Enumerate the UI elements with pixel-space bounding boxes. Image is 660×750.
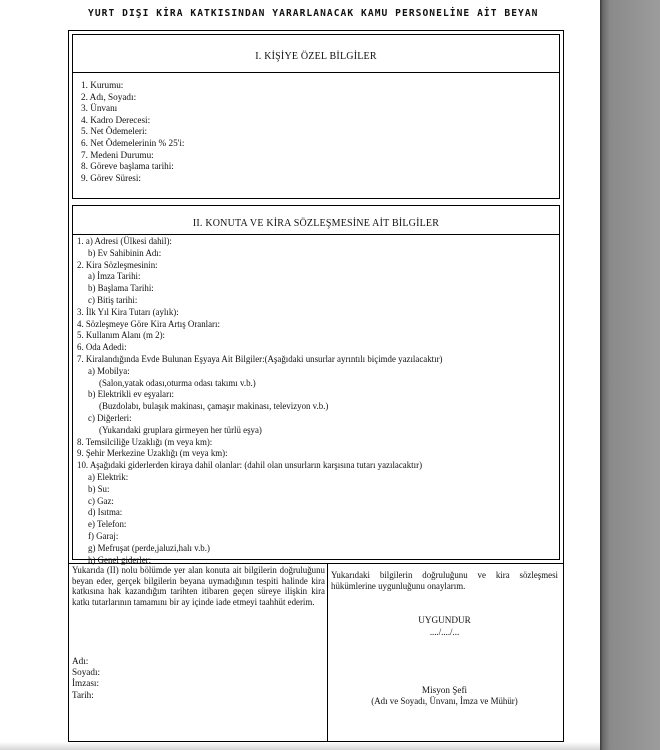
personal-info-list: [81, 80, 184, 184]
declaration-field-label: Tarih:: [72, 689, 94, 700]
housing-info-item: a) Elektrik:: [88, 471, 129, 482]
section-personal-info: [72, 34, 560, 199]
housing-info-item: 5. Kullanım Alanı (m 2):: [77, 330, 165, 341]
personal-info-item: 5. Net Ödemeleri:: [81, 126, 148, 137]
personal-info-item: 9. Görev Süresi:: [81, 172, 141, 183]
housing-info-item: g) Mefruşat (perde,jaluzi,halı v.b.): [88, 542, 210, 553]
personal-info-item: 3. Ünvanı: [81, 103, 118, 114]
housing-info-item: c) Diğerleri:: [88, 412, 132, 423]
divider: [73, 234, 559, 235]
housing-info-item: c) Gaz:: [88, 495, 114, 506]
housing-info-item: (Yukarıdaki gruplara girmeyen her türlü eşya): [99, 424, 262, 435]
page-bottom-edge: [0, 742, 600, 750]
divider: [73, 72, 559, 73]
housing-info-item: b) Su:: [88, 483, 110, 494]
housing-info-item: 6. Oda Adedi:: [77, 342, 127, 353]
housing-info-item: 8. Temsilciliğe Uzaklığı (m veya km):: [77, 436, 213, 447]
column-divider: [327, 563, 328, 742]
housing-info-item: b) Ev Sahibinin Adı:: [88, 247, 162, 258]
declaration-field-label: Soyadı:: [72, 667, 101, 678]
declaration-field-label: Adı:: [72, 656, 89, 666]
housing-info-list: [77, 236, 443, 566]
housing-info-item: c) Bitiş tarihi:: [88, 294, 138, 305]
housing-info-item: 9. Şehir Merkezine Uzaklığı (m veya km):: [77, 448, 228, 459]
housing-info-item: 3. İlk Yıl Kira Tutarı (aylık):: [77, 306, 179, 317]
housing-info-item: (Salon,yatak odası,oturma odası takımı v.b.): [99, 377, 256, 388]
housing-info-item: a) Mobilya:: [88, 365, 130, 376]
personal-info-item: 2. Adı, Soyadı:: [81, 91, 137, 102]
declaration-fields: [72, 656, 100, 701]
housing-info-item: a) İmza Tarihi:: [88, 271, 141, 282]
housing-info-item: 4. Sözleşmeye Göre Kira Artış Oranları:: [77, 318, 220, 329]
housing-info-item: (Buzdolabı, bulaşık makinası, çamaşır makinası, televizyon v.b.): [99, 401, 329, 412]
housing-info-item: 7. Kiralandığında Evde Bulunan Eşyaya Ait Bilgiler:(Aşağıdaki unsurlar ayrıntılı biçimde yazılacaktır): [77, 353, 443, 364]
personal-info-item: 4. Kadro Derecesi:: [81, 114, 151, 125]
declaration-text: Yukarıda (II) nolu bölümde yer alan konuta ait bilgilerin doğruluğunu beyan eder, gerçek bilgilerin beyana uymadığının tespiti halinde kira katkısına hak kazandığım tarihten itibaren geçen süreye ilişkin kira katkı tutarlarının tamamını bir ay içinde iade etmeyi taahhüt ederim.: [72, 565, 325, 607]
personal-info-item: 6. Net Ödemelerinin % 25'i:: [81, 137, 185, 148]
approval-uygundur: UYGUNDUR: [418, 615, 471, 625]
personal-info-item: 8. Göreve başlama tarihi:: [81, 161, 174, 172]
document-title: YURT DIŞI KİRA KATKISINDAN YARARLANACAK KAMU PERSONELİNE AİT BEYAN: [88, 8, 539, 19]
section-housing-info: [72, 205, 560, 565]
approval-text: Yukarıdaki bilgilerin doğruluğunu ve kira sözleşmesi hükümlerine uygunluğunu onaylarım.: [331, 570, 558, 591]
housing-info-item: b) Elektrikli ev eşyaları:: [88, 389, 175, 400]
section-housing-info-header: II. KONUTA VE KİRA SÖZLEŞMESİNE AİT BİLGİLER: [192, 218, 440, 229]
declaration-field-label: İmzası:: [72, 678, 100, 689]
housing-info-item: h) Genel giderler:: [88, 554, 152, 565]
divider: [68, 563, 564, 564]
housing-info-item: f) Garaj:: [88, 530, 119, 541]
housing-info-item: b) Başlama Tarihi:: [88, 283, 154, 294]
personal-info-item: 7. Medeni Durumu:: [81, 149, 154, 160]
signer-note: (Adı ve Soyadı, Ünvanı, İmza ve Mühür): [371, 696, 518, 706]
section-personal-info-header: I. KİŞİYE ÖZEL BİLGİLER: [255, 51, 377, 62]
personal-info-item: 1. Kurumu:: [81, 80, 124, 90]
housing-info-item: 2. Kira Sözleşmesinin:: [77, 259, 158, 270]
housing-info-item: 1. a) Adresi (Ülkesi dahil):: [77, 236, 172, 246]
viewer-background: [600, 0, 660, 750]
housing-info-item: d) Isıtma:: [88, 507, 123, 518]
approval-date: ..../..../...: [429, 627, 460, 637]
housing-info-item: e) Telefon:: [88, 519, 127, 530]
housing-info-item: 10. Aşağıdaki giderlerden kiraya dahil olanlar: (dahil olan unsurların karşısına tutarı yazılacaktır): [77, 460, 423, 471]
signer-title: Misyon Şefi: [421, 685, 468, 695]
